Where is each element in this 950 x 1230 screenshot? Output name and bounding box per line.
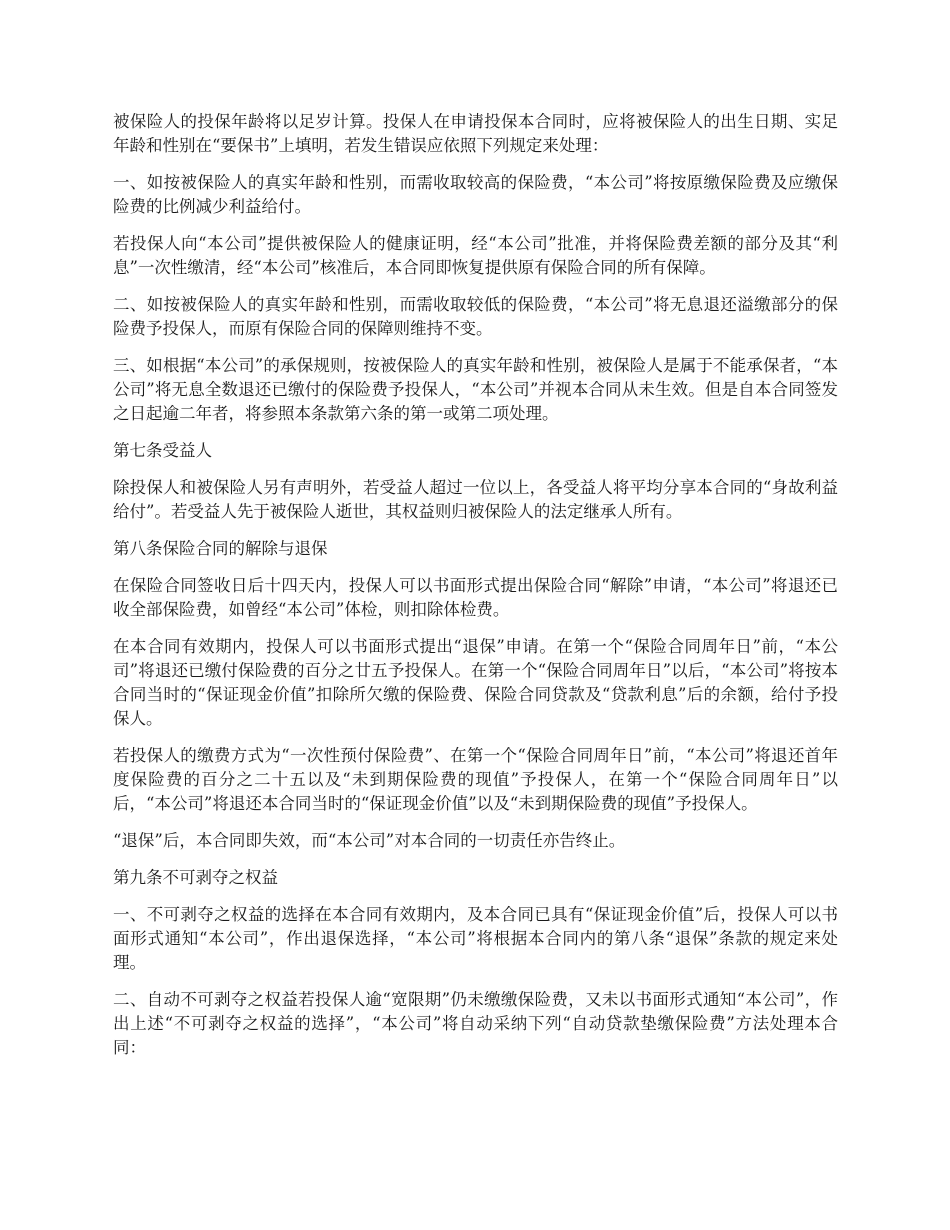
paragraph-uninsurable: 三、如根据“本公司”的承保规则，按被保险人的真实年龄和性别，被保险人是属于不能承保者，“本公司”将无息全数退还已缴付的保险费予投保人，“本公司”并视本合同从未生效。但是自本合同签发之日起逾二年者，将参照本条款第六条的第一或第二项处理。 [113,356,838,423]
paragraph-cooling-off: 在保险合同签收日后十四天内，投保人可以书面形式提出保险合同“解除”申请，“本公司”将退还已收全部保险费，如曾经“本公司”体检，则扣除体检费。 [113,576,838,619]
paragraph-surrender: 在本合同有效期内，投保人可以书面形式提出“退保”申请。在第一个“保险合同周年日”前，“本公司”将退还已缴付保险费的百分之廿五予投保人。在第一个“保险合同周年日”以后，“本公司”将按本合同当时的“保证现金价值”扣除所欠缴的保险费、保险合同贷款及“贷款利息”后的余额，给付予投保人。 [113,637,838,728]
section-heading-nonforfeiture: 第九条不可剥夺之权益 [113,868,278,887]
paragraph-lower-premium: 二、如按被保险人的真实年龄和性别，而需收取较低的保险费，“本公司”将无息退还溢缴部分的保险费予投保人，而原有保险合同的保障则维持不变。 [113,295,838,338]
paragraph-higher-premium: 一、如按被保险人的真实年龄和性别，而需收取较高的保险费，“本公司”将按原缴保险费及应缴保险费的比例减少利益给付。 [113,173,838,216]
paragraph-age-rule: 被保险人的投保年龄将以足岁计算。投保人在申请投保本合同时，应将被保险人的出生日期、实足年龄和性别在“要保书”上填明，若发生错误应依照下列规定来处理： [113,112,838,155]
paragraph-single-premium: 若投保人的缴费方式为“一次性预付保险费”、在第一个“保险合同周年日”前，“本公司”将退还首年度保险费的百分之二十五以及“未到期保险费的现值”予投保人，在第一个“保险合同周年日”以后，“本公司”将退还本合同当时的“保证现金价值”以及“未到期保险费的现值”予投保人。 [113,746,838,813]
document-page [113,110,838,1073]
paragraph-surrender-effect: “退保”后，本合同即失效，而“本公司”对本合同的一切责任亦告终止。 [113,831,626,850]
section-heading-termination: 第八条保险合同的解除与退保 [113,539,328,558]
section-heading-beneficiary: 第七条受益人 [113,441,212,460]
paragraph-nonforfeiture-option: 一、不可剥夺之权益的选择在本合同有效期内，及本合同已具有“保证现金价值”后，投保人可以书面形式通知“本公司”，作出退保选择，“本公司”将根据本合同内的第八条“退保”条款的规定来处理。 [113,905,838,972]
paragraph-beneficiary: 除投保人和被保险人另有声明外，若受益人超过一位以上，各受益人将平均分享本合同的“身故利益给付”。若受益人先于被保险人逝世，其权益则归被保险人的法定继承人所有。 [113,478,838,521]
paragraph-health-proof: 若投保人向“本公司”提供被保险人的健康证明，经“本公司”批准，并将保险费差额的部分及其“利息”一次性缴清，经“本公司”核准后，本合同即恢复提供原有保险合同的所有保障。 [113,234,838,277]
paragraph-automatic-nonforfeiture: 二、自动不可剥夺之权益若投保人逾“宽限期”仍未缴缴保险费，又未以书面形式通知“本公司”，作出上述“不可剥夺之权益的选择”，“本公司”将自动采纳下列“自动贷款垫缴保险费”方法处理本合同： [113,990,838,1057]
